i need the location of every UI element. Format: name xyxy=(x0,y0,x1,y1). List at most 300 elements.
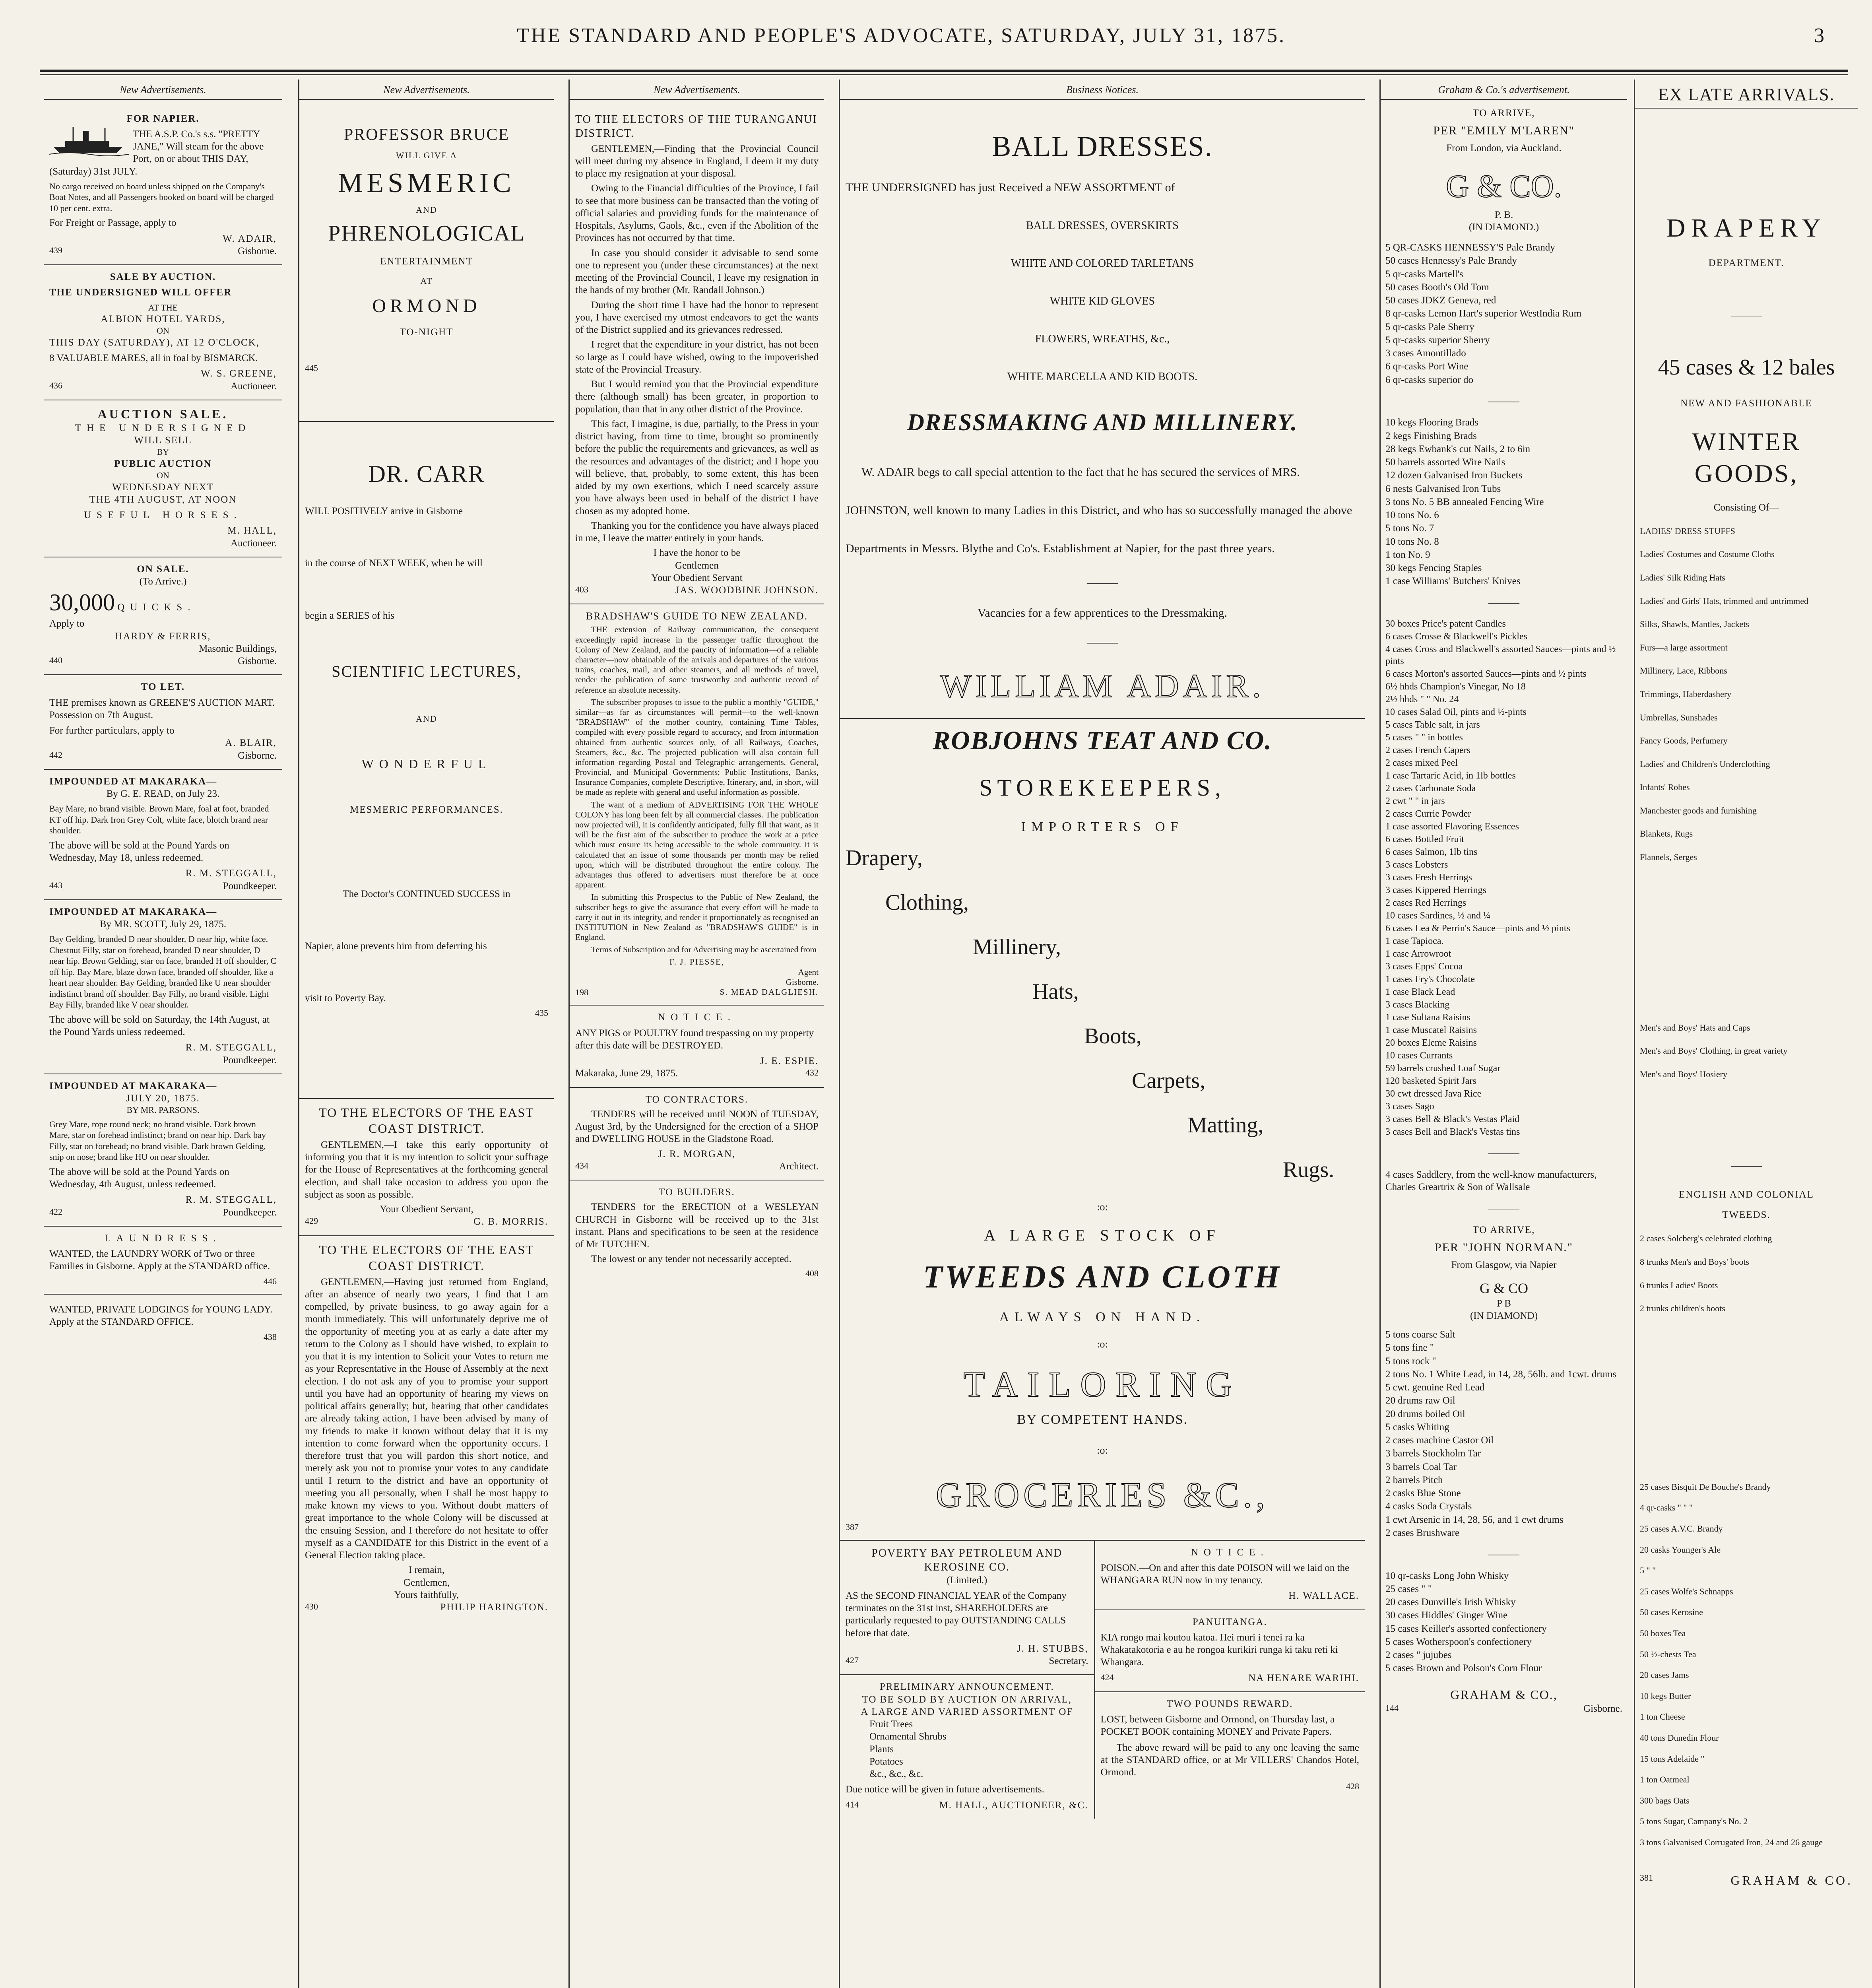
list-item: 6 cases Lea & Perrin's Sauce—pints and ½ pints xyxy=(1385,923,1570,934)
bottom-right-notices xyxy=(1095,1541,1365,1819)
ad-role: Poundkeeper. xyxy=(223,880,277,891)
list-item: 3 cases Bell and Black's Vestas tins xyxy=(1385,1127,1520,1137)
divider: ——— xyxy=(1087,577,1118,588)
ad-line: SCIENTIFIC LECTURES, xyxy=(332,662,522,680)
tweeds-heading: TWEEDS AND CLOTH xyxy=(923,1260,1282,1295)
list-item: 2 cases Solcberg's celebrated clothing xyxy=(1640,1233,1772,1244)
list-item: Ladies' Costumes and Costume Cloths xyxy=(1640,549,1775,559)
ad-signer: R. M. STEGGALL, xyxy=(185,868,277,879)
columns xyxy=(44,80,1856,1988)
list-item: WHITE AND COLORED TARLETANS xyxy=(1011,257,1194,270)
list-item: Millinery, Lace, Ribbons xyxy=(1640,666,1727,676)
ad-number: 435 xyxy=(535,1008,548,1018)
list-item: 12 dozen Galvanised Iron Buckets xyxy=(1385,470,1523,481)
list-item: 5 cases Wotherspoon's confectionery xyxy=(1385,1636,1532,1647)
saddlery-item: 4 cases Saddlery, from the well-know manufacturers, Charles Greartrix & Son of Wallsale xyxy=(1385,1169,1597,1192)
list-item: 25 cases Bisquit De Bouche's Brandy xyxy=(1640,1481,1771,1492)
ad-paragraph: In case you should consider it advisable to send some one to represent you (under these circumstances) at the next meeting of the Provincial Council, I leave my resignation in the hands of my brother (Mr. Randall Johnson.) xyxy=(575,247,819,296)
list-item: 5 tons No. 7 xyxy=(1385,523,1434,534)
ad-close: Gentlemen, xyxy=(403,1577,450,1588)
list-item: 25 cases A.V.C. Brandy xyxy=(1640,1524,1723,1534)
column-heading: Business Notices. xyxy=(840,80,1365,100)
ad-number: 387 xyxy=(846,1522,859,1532)
list-item: 3 cases Fresh Herrings xyxy=(1385,872,1472,883)
divider: ——— xyxy=(1488,596,1519,608)
poison-notice-ad xyxy=(1095,1541,1365,1610)
list-item: 1 ton No. 9 xyxy=(1385,549,1430,560)
harington-electors-ad xyxy=(299,1236,554,1621)
ad-title: IMPOUNDED AT MAKARAKA— xyxy=(49,906,217,917)
ad-number: 430 xyxy=(305,1602,318,1611)
ad-line: PHRENOLOGICAL xyxy=(328,221,525,246)
preliminary-announcement-ad xyxy=(840,1675,1094,1819)
list-item: 3 barrels Stockholm Tar xyxy=(1385,1448,1481,1459)
list-item: 6 cases Bottled Fruit xyxy=(1385,834,1464,845)
pigs-notice-ad xyxy=(570,1006,824,1087)
steamship-icon xyxy=(49,125,129,157)
list-item: 1 case Black Lead xyxy=(1385,987,1455,997)
consisting-label: Consisting Of— xyxy=(1713,502,1779,513)
list-item: 2 cases mixed Peel xyxy=(1385,758,1458,768)
ad-signer: J. E. ESPIE. xyxy=(760,1056,819,1067)
ad-close: Gentlemen xyxy=(675,560,719,571)
list-item: Umbrellas, Sunshades xyxy=(1640,712,1718,722)
list-item: 2½ hhds " " No. 24 xyxy=(1385,694,1459,705)
ad-body: THE A.S.P. Co.'s s.s. "PRETTY JANE," Will steam for the above Port, on or about THIS DAY, (Saturday) 31st JULY. xyxy=(49,128,264,177)
ad-line: AT THE xyxy=(148,302,178,313)
divider: :o: xyxy=(1097,1444,1108,1456)
list-item: 3 cases Epps' Cocoa xyxy=(1385,961,1463,972)
department-label: DEPARTMENT. xyxy=(1708,257,1785,268)
list-item: 5 tons coarse Salt xyxy=(1385,1329,1455,1340)
list-item: 50 cases Hennessy's Pale Brandy xyxy=(1385,255,1517,266)
auction-sale-ad xyxy=(44,400,282,557)
ad-paragraph: During the short time I have had the honor to represent you, I have exercised my utmost endeavors to get the wants of the District supplied and its grievances redressed. xyxy=(575,299,819,335)
header-rule xyxy=(40,70,1848,75)
ad-role: Architect. xyxy=(779,1161,819,1172)
list-item: 1 ton Cheese xyxy=(1640,1712,1685,1722)
list-item: 59 barrels crushed Loaf Sugar xyxy=(1385,1063,1501,1074)
morris-electors-ad xyxy=(299,1099,554,1236)
ad-signer: M. HALL, AUCTIONEER, &C. xyxy=(939,1800,1088,1811)
ad-by: By G. E. READ, on July 23. xyxy=(106,788,220,799)
ad-close: I have the honor to be xyxy=(653,547,741,559)
brand-diamond: (IN DIAMOND) xyxy=(1470,1310,1538,1321)
list-item: 2 cases Currie Powder xyxy=(1385,809,1471,819)
ad-line: WEDNESDAY NEXT xyxy=(112,481,214,493)
list-item: 10 cases Currants xyxy=(1385,1050,1453,1061)
ad-sub: (Limited.) xyxy=(947,1574,987,1586)
dressmaking-heading: DRESSMAKING AND MILLINERY. xyxy=(907,409,1298,435)
ad-body: TENDERS for the ERECTION of a WESLEYAN CHURCH in Gisborne will be received up to the 31st instant. Plans and specifications to be seen at the residence of Mr TUTCHEN. xyxy=(575,1202,819,1250)
ad-agent: F. J. PIESSE, xyxy=(669,957,725,967)
list-item: Blankets, Rugs xyxy=(1640,829,1693,839)
list-item: 50 barrels assorted Wire Nails xyxy=(1385,457,1505,468)
ad-signer: A. BLAIR, xyxy=(225,738,277,749)
ad-sub: (To Arrive.) xyxy=(139,576,187,587)
ad-signer: J. R. MORGAN, xyxy=(658,1148,736,1159)
ad-role: Poundkeeper. xyxy=(223,1054,277,1066)
brand-mark: G & CO xyxy=(1479,1280,1528,1296)
list-item: 50 cases JDKZ Geneva, red xyxy=(1385,295,1496,306)
ad-number: 424 xyxy=(1100,1672,1114,1682)
ad-close: Your Obedient Servant xyxy=(651,572,743,583)
list-item: Flannels, Serges xyxy=(1640,852,1697,862)
ad-title: IMPOUNDED AT MAKARAKA— xyxy=(49,1080,217,1091)
tailoring-heading: TAILORING xyxy=(963,1365,1242,1404)
impounded-ad-3 xyxy=(44,1074,282,1227)
list-item: 30 cases Hiddles' Ginger Wine xyxy=(1385,1610,1508,1621)
column-3 xyxy=(568,80,824,1988)
list-item: 4 qr-casks " " " xyxy=(1640,1503,1693,1513)
list-item: 1 case Tapioca. xyxy=(1385,936,1444,946)
ad-line: ORMOND xyxy=(372,295,481,317)
ad-title: PANUITANGA. xyxy=(1192,1616,1267,1627)
list-item: 5 cwt. genuine Red Lead xyxy=(1385,1382,1485,1393)
ad-line: THE UNDERSIGNED xyxy=(75,422,251,433)
graham-drapery-ad xyxy=(1635,212,1858,1888)
ad-line: USEFUL HORSES. xyxy=(84,510,242,520)
ad-signer: G. B. MORRIS. xyxy=(473,1216,548,1227)
lodgings-ad xyxy=(44,1295,282,1349)
ad-line: AT xyxy=(420,276,433,286)
ad-number: 414 xyxy=(846,1799,859,1809)
list-item: 4 cases Cross and Blackwell's assorted Sauces—pints and ½ pints xyxy=(1385,644,1616,666)
ad-body: Bay Gelding, branded D near shoulder, D near hip, white face. Chestnut Filly, star on forehead, branded D near shoulder, D near hip. Brown Gelding, star on face, branded H off shoulder, C off hip. Bay Mare, blaze down face, branded off shoulder, like a heart near shoulder. Bay Gelding, branded like U near shoulder indistinct brand off shoulder. Bay Filly, no brand visible. Light Bay Filly, branded like V near shoulder. xyxy=(49,934,277,1010)
ad-number: 428 xyxy=(1346,1781,1359,1792)
ad-line: &c., &c., &c. xyxy=(869,1769,923,1779)
ad-title: ON SALE. xyxy=(137,563,189,575)
ad-paragraph: The want of a medium of ADVERTISING FOR THE WHOLE COLONY has long been felt by all commercial classes. The publication now projected will, it is confidently anticipated, fully fill that want, as it will be the first aim of the subscriber to produce the work at a price which must ensure its being accessible to the whole community. It is calculated that an issue of some thousands per month may be relied upon, which will be distributed throughout the entire colony. The advantages thus offered to advertisers must therefore be at once apparent. xyxy=(575,800,819,890)
list-item: 5 qr-casks superior Sherry xyxy=(1385,334,1490,346)
ad-paragraph: But I would remind you that the Provincial expenditure there (although small) has been greater, in proportion to population, than that in any other district of the Province. xyxy=(575,379,819,415)
william-adair-signature: WILLIAM ADAIR. xyxy=(940,667,1265,705)
goods-list-oils xyxy=(1385,1328,1622,1539)
goods-list-spirits xyxy=(1385,241,1622,386)
ad-note: The above reward will be paid to any one leaving the same at the STANDARD office, or at Mr VILLERS' Chandos Hotel, Ormond. xyxy=(1100,1742,1359,1778)
list-item: 20 casks Younger's Ale xyxy=(1640,1544,1721,1555)
column-2 xyxy=(298,80,554,1988)
list-item: 6 cases Morton's assorted Sauces—pints and ½ pints xyxy=(1385,669,1587,679)
list-item: 20 boxes Eleme Raisins xyxy=(1385,1038,1477,1048)
list-item: 40 tons Dunedin Flour xyxy=(1640,1732,1719,1743)
professor-bruce-ad xyxy=(299,107,554,422)
ad-body: POISON.—On and after this date POISON will we laid on the WHANGARA RUN now in my tenancy. xyxy=(1100,1562,1350,1586)
ad-sub: STOREKEEPERS, xyxy=(979,775,1226,801)
list-item: 1 cases Fry's Chocolate xyxy=(1385,974,1475,984)
newspaper-title: THE STANDARD AND PEOPLE'S ADVOCATE, SATURDAY, JULY 31, 1875. xyxy=(517,24,1286,47)
list-item: 6 qr-casks superior do xyxy=(1385,374,1473,385)
ad-title: TO LET. xyxy=(141,681,185,693)
list-item: 2 cases Red Herrings xyxy=(1385,898,1467,908)
list-item: 50 ½-chests Tea xyxy=(1640,1649,1696,1659)
ad-title: TO BUILDERS. xyxy=(659,1187,735,1198)
list-item: 5 " " xyxy=(1640,1565,1656,1576)
impounded-ad-2 xyxy=(44,900,282,1074)
ad-body: TENDERS will be received until NOON of TUESDAY, August 3rd, by the Undersigned for the erection of a SHOP and DWELLING HOUSE in the Gladstone Road. xyxy=(575,1109,819,1145)
ad-line: Potatoes xyxy=(869,1756,903,1767)
robjohns-teat-ad xyxy=(840,719,1365,1541)
list-item: 8 qr-casks Lemon Hart's superior WestIndia Rum xyxy=(1385,308,1582,319)
brand-diamond: (IN DIAMOND.) xyxy=(1469,221,1539,233)
ad-body: THE premises known as GREENE'S AUCTION MART. Possession on 7th August. xyxy=(49,697,275,720)
ad-title: NOTICE. xyxy=(658,1012,736,1023)
ad-signer: PHILIP HARINGTON. xyxy=(440,1602,548,1613)
ad-close: Yours faithfully, xyxy=(394,1589,459,1600)
ship-origin: From Glasgow, via Napier xyxy=(1451,1260,1557,1271)
list-item: 6 cases Crosse & Blackwell's Pickles xyxy=(1385,631,1527,642)
goods-list-whisky xyxy=(1385,1570,1622,1675)
ad-number: 446 xyxy=(264,1276,277,1286)
list-item: WHITE MARCELLA AND KID BOOTS. xyxy=(1007,371,1198,383)
reward-ad xyxy=(1095,1692,1365,1799)
list-item: 5 tons rock " xyxy=(1385,1355,1436,1367)
ad-line: visit to Poverty Bay. xyxy=(305,993,386,1004)
goods-list-hardware xyxy=(1385,416,1622,587)
brand-mark: G & CO. xyxy=(1446,169,1562,204)
ad-number: 439 xyxy=(49,245,62,255)
ad-note: The lowest or any tender not necessarily accepted. xyxy=(591,1254,791,1265)
list-item: 30 cwt dressed Java Rice xyxy=(1385,1089,1482,1099)
ad-line: ALBION HOTEL YARDS, xyxy=(101,314,225,324)
goods-list xyxy=(846,219,1359,384)
ad-signer: R. M. STEGGALL, xyxy=(185,1194,277,1206)
ad-paragraph: This fact, I imagine, is due, partially, to the Press in your district having, from time to time, brought so prominently before the public the requirements and grievances, as well as the resources and advantages of the district; and I hope you will believe, that, probably, to some extent, this has been aided by my own exertions, which I need scarcely assure you have always been used in behalf of the district I have chosen as my adopted home. xyxy=(575,418,819,516)
goods-list-mens xyxy=(1640,1022,1853,1080)
ad-body: GENTLEMEN,—Having just returned from England, after an absence of nearly two years, I find that I am compelled, by private business, to go away again for a month immediately. This will unfortunately deprive me of the opportunity of meeting you at as early a date after my return to the Colony as I should have wished, to explain to you that it is my intention to Solicit your Votes to return me as your Representative in the House of Assembly at the next election. I do not ask any of you to promise your support until you have had an opportunity of hearing my views on political affairs generally; but, hearing that other candidates are already taking action, I have been advised by many of my friends to make it known without delay that it is my intention to come forward when the opportunity occurs. I therefore trust that you will pardon this short notice, and merely ask you not to promise your votes to any candidate until I return to the district and have an opportunity of meeting you all personally, when I shall be most happy to make known my views to you. Without doubt matters of great importance to the whole Colony will be discussed at the ensuing Session, and I therefore do not hesitate to offer myself as a CANDIDATE for this District in the event of a General Election taking place. xyxy=(305,1276,548,1561)
ad-line: PUBLIC AUCTION xyxy=(114,458,212,469)
ad-line: A LARGE AND VARIED ASSORTMENT OF xyxy=(861,1706,1073,1717)
ad-apply: For Freight or Passage, apply to xyxy=(49,217,177,229)
ad-signer: S. MEAD DALGLIESH. xyxy=(720,987,819,997)
ad-address: Masonic Buildings, xyxy=(199,643,277,654)
column-6 xyxy=(1634,80,1858,1988)
brand-pb: P B xyxy=(1497,1298,1511,1309)
ad-line: 8 VALUABLE MARES, all in foal by BISMARCK. xyxy=(49,353,258,363)
ad-importers: IMPORTERS OF xyxy=(1021,819,1184,834)
ad-paragraph: THE extension of Railway communication, the consequent exceedingly rapid increase in the passenger traffic throughout the Colony of New Zealand, and the paucity of information—of a reliable character—now obtainable of the arrivals and departures of the various trains, coaches, mail, and other steamers, and all methods of travel, render the publication of some trustworthy and authentic record of reference an absolute necessity. xyxy=(575,625,819,695)
groceries-heading: GROCERIES &C., xyxy=(936,1475,1269,1515)
laundress-ad xyxy=(44,1227,282,1295)
list-item: Millinery, xyxy=(973,934,1061,959)
list-item: 300 bags Oats xyxy=(1640,1795,1690,1806)
list-item: 10 kegs Butter xyxy=(1640,1691,1691,1701)
list-item: 5 tons fine " xyxy=(1385,1342,1434,1353)
list-item: 3 barrels Coal Tar xyxy=(1385,1461,1457,1472)
ad-line: BY xyxy=(157,447,169,457)
ad-paragraph: The subscriber proposes to issue to the public a monthly "GUIDE," similar—as far as circumstances will permit—to the well-known "BRADSHAW" of the mother country, containing Time Tables, compiled with every possible regard to accuracy, and from information obtained from authentic sources only, of all Railways, Coaches, Steamers, &c., &c. The projected publication will also contain full information regarding Postal and Telegraphic arrangements, General, Provincial, and Municipal Governments; Public Institutions, Banks, Insurance Companies, complete Descriptive, Itinerary, and, in short, will be made as replete with general and useful information as possible. xyxy=(575,697,819,797)
column-5 xyxy=(1379,80,1627,1988)
ad-signer: NA HENARE WARIHI. xyxy=(1248,1672,1359,1683)
ball-dresses-ad xyxy=(840,107,1365,719)
ad-number: 381 xyxy=(1640,1872,1653,1883)
ad-signer: GRAHAM & CO., xyxy=(1450,1687,1558,1702)
list-item: 20 drums raw Oil xyxy=(1385,1395,1455,1406)
ad-number: 442 xyxy=(49,749,62,760)
ad-title: TWO POUNDS REWARD. xyxy=(1167,1698,1293,1709)
list-item: 3 cases Amontillado xyxy=(1385,348,1466,359)
ad-title: ROBJOHNS TEAT AND CO. xyxy=(933,726,1272,755)
list-item: 1 cwt Arsenic in 14, 28, 56, and 1 cwt drums xyxy=(1385,1514,1564,1525)
list-item: 1 case Williams' Butchers' Knives xyxy=(1385,576,1521,587)
ad-line: THIS DAY (SATURDAY), AT 12 O'CLOCK, xyxy=(49,337,260,348)
list-item: FLOWERS, WREATHS, &c., xyxy=(1035,333,1170,345)
list-item: Men's and Boys' Hats and Caps xyxy=(1640,1022,1750,1033)
ad-place: Gisborne. xyxy=(1583,1703,1622,1714)
list-item: Ladies' and Children's Underclothing xyxy=(1640,759,1770,769)
ad-line: WILL GIVE A xyxy=(396,150,458,160)
ship-origin: From London, via Auckland. xyxy=(1446,143,1562,154)
list-item: 1 case assorted Flavoring Essences xyxy=(1385,821,1519,832)
ad-note: The above will be sold on Saturday, the 14th August, at the Pound Yards unless redeemed. xyxy=(49,1014,270,1037)
ad-note: The above will be sold at the Pound Yards on Wednesday, 4th August, unless redeemed. xyxy=(49,1166,229,1190)
ad-agent-role: Agent xyxy=(798,967,819,977)
ad-title: TO CONTRACTORS. xyxy=(645,1094,749,1105)
ad-title: AUCTION SALE. xyxy=(97,406,229,421)
ad-paragraph: Owing to the Financial difficulties of the Province, I fail to see that more business can be transacted than the voting of official salaries and providing funds for the maintenance of Hospitals, Asylums, Gaols, &c., even if the Abolition of the Provinces has not occurred by that time. xyxy=(575,183,819,244)
ad-body: AS the SECOND FINANCIAL YEAR of the Company terminates on the 31st inst, SHAREHOLDERS are particularly requested to pay OUTSTANDING CALLS before that date. xyxy=(846,1590,1067,1639)
ad-note: Due notice will be given in future advertisements. xyxy=(846,1784,1044,1795)
ad-title: TO THE ELECTORS OF THE EAST COAST DISTRICT. xyxy=(319,1105,534,1136)
ad-note: The above will be sold at the Pound Yards on Wednesday, May 18, unless redeemed. xyxy=(49,840,229,863)
list-item: 8 trunks Men's and Boys' boots xyxy=(1640,1257,1749,1267)
ad-number: 403 xyxy=(575,584,588,594)
list-item: WHITE KID GLOVES xyxy=(1049,295,1155,307)
ad-line: THE UNDERSIGNED WILL OFFER xyxy=(49,287,232,298)
list-item: 1 case Sultana Raisins xyxy=(1385,1012,1470,1023)
ad-further: For further particulars, apply to xyxy=(49,725,175,736)
list-item: 3 tons No. 5 BB annealed Fencing Wire xyxy=(1385,496,1544,507)
ad-line: The Doctor's CONTINUED SUCCESS in xyxy=(343,888,510,899)
tweeds-label: TWEEDS. xyxy=(1722,1209,1771,1221)
ad-title: PRELIMINARY ANNOUNCEMENT. xyxy=(879,1681,1054,1693)
ad-firm: HARDY & FERRIS, xyxy=(115,631,211,642)
divider: ——— xyxy=(1488,1548,1519,1560)
ad-line: in the course of NEXT WEEK, when he will xyxy=(305,558,483,569)
ad-line: AND xyxy=(416,205,437,215)
ad-signer: H. WALLACE. xyxy=(1288,1590,1359,1602)
list-item: Matting, xyxy=(1187,1112,1264,1138)
ad-line: ON xyxy=(157,470,169,480)
ad-number: 408 xyxy=(805,1268,819,1278)
list-item: 2 cwt " " in jars xyxy=(1385,796,1445,806)
list-item: Hats, xyxy=(1032,979,1079,1004)
list-item: 4 casks Soda Crystals xyxy=(1385,1501,1472,1512)
list-item: 3 tons Galvanised Corrugated Iron, 24 and 26 gauge xyxy=(1640,1837,1823,1847)
winter-goods-heading: WINTER GOODS, xyxy=(1692,427,1801,487)
ad-body: WANTED, the LAUNDRY WORK of Two or three Families in Gisborne. Apply at the STANDARD office. xyxy=(49,1248,270,1272)
panuitanga-ad xyxy=(1095,1610,1365,1692)
ad-paragraph: In submitting this Prospectus to the Public of New Zealand, the subscriber begs to give the assurance that every effort will be made to carry it out in its integrity, and render it proportionately as recognised an INSTITUTION in New Zealand as "BRADSHAW'S GUIDE" is in England. xyxy=(575,892,819,942)
list-item: 10 cases Sardines, ½ and ¼ xyxy=(1385,911,1490,921)
list-item: 50 boxes Tea xyxy=(1640,1628,1686,1638)
list-item: 5 cases Brown and Polson's Corn Flour xyxy=(1385,1663,1542,1674)
list-item: 15 tons Adelaide " xyxy=(1640,1753,1705,1764)
to-arrive-label: TO ARRIVE, xyxy=(1472,1224,1535,1235)
ad-line: MESMERIC xyxy=(338,167,515,198)
ad-vacancy: Vacancies for a few apprentices to the Dressmaking. xyxy=(977,606,1228,619)
list-item: Ladies' and Girls' Hats, trimmed and untrimmed xyxy=(1640,596,1809,606)
ad-role: Poundkeeper. xyxy=(223,1207,277,1218)
impounded-ad-1 xyxy=(44,770,282,900)
divider: ——— xyxy=(1488,1202,1519,1214)
column-heading: New Advertisements. xyxy=(570,80,824,100)
ship-name: PER "EMILY M'LAREN" xyxy=(1433,124,1575,137)
ad-line: Fruit Trees xyxy=(869,1719,913,1730)
ad-line: THE 4TH AUGUST, AT NOON xyxy=(89,494,237,505)
ad-title: NOTICE. xyxy=(1191,1547,1269,1558)
list-item: 2 kegs Finishing Brads xyxy=(1385,430,1477,441)
ad-always: ALWAYS ON HAND. xyxy=(999,1310,1206,1324)
ad-number: 198 xyxy=(575,987,588,997)
list-item: 2 cases Brushware xyxy=(1385,1527,1460,1538)
napier-shipping-ad xyxy=(44,107,282,266)
ad-by: By MR. SCOTT, July 29, 1875. xyxy=(99,919,227,930)
ad-intro: THE UNDERSIGNED has just Received a NEW ASSORTMENT of xyxy=(846,181,1175,194)
ad-number: 443 xyxy=(49,880,62,890)
list-item: Rugs. xyxy=(1283,1157,1335,1182)
list-item: 3 cases Bell & Black's Vestas Plaid xyxy=(1385,1114,1520,1124)
list-item: Furs—a large assortment xyxy=(1640,642,1728,652)
ad-number: 440 xyxy=(49,655,62,665)
ad-line: Napier, alone prevents him from deferring his xyxy=(305,940,487,951)
list-item: 2 cases " jujubes xyxy=(1385,1650,1452,1660)
ad-title: BRADSHAW'S GUIDE TO NEW ZEALAND. xyxy=(586,610,808,622)
list-item: 20 drums boiled Oil xyxy=(1385,1408,1465,1419)
ad-date: JULY 20, 1875. xyxy=(126,1093,200,1104)
ad-paragraph: I regret that the expenditure in your district, has not been so large as I could have wished, owing to the impoverished state of the Provincial Treasury. xyxy=(575,339,819,375)
list-item: 50 cases Kerosine xyxy=(1640,1607,1703,1617)
petroleum-co-ad xyxy=(840,1541,1094,1675)
ad-big-number: 30,000 xyxy=(49,589,115,616)
cases-heading: 45 cases & 12 bales xyxy=(1658,355,1835,380)
page-number: 3 xyxy=(1814,24,1824,47)
list-item: 30 kegs Fencing Staples xyxy=(1385,563,1482,573)
ad-body: LOST, between Gisborne and Ormond, on Thursday last, a POCKET BOOK containing MONEY and Private Papers. xyxy=(1100,1714,1335,1738)
list-item: 5 qr-casks Martell's xyxy=(1385,268,1463,280)
ad-body: Grey Mare, rope round neck; no brand visible. Dark brown Mare, star on forehead indistinct; brand on near hip. Dark bay Filly, star on forehead; no brand visible. Dark brown Gelding, snip on nose; brand like HU on near shoulder. xyxy=(49,1119,266,1162)
list-item: 5 cases Table salt, in jars xyxy=(1385,720,1480,730)
list-item: 2 casks Blue Stone xyxy=(1385,1488,1461,1499)
column-4 xyxy=(839,80,1365,1988)
ad-title: POVERTY BAY PETROLEUM AND KEROSINE CO. xyxy=(871,1547,1063,1573)
bottom-notices xyxy=(840,1541,1365,1819)
brand-pb: P. B. xyxy=(1494,209,1513,220)
ad-number: 144 xyxy=(1385,1703,1399,1713)
johnson-electors-ad xyxy=(570,107,824,605)
ad-line: MESMERIC PERFORMANCES. xyxy=(350,804,503,815)
ad-place: Gisborne. xyxy=(238,656,277,666)
ad-line: Plants xyxy=(869,1743,894,1755)
list-item: 50 cases Booth's Old Tom xyxy=(1385,282,1489,293)
bradshaw-guide-ad xyxy=(570,604,824,1006)
ad-line: TO BE SOLD BY AUCTION ON ARRIVAL, xyxy=(862,1694,1072,1705)
ad-number: 438 xyxy=(264,1332,277,1342)
column-heading: EX LATE ARRIVALS. xyxy=(1635,80,1858,109)
column-heading: Graham & Co.'s advertisement. xyxy=(1381,80,1627,100)
list-item: 5 cases " " in bottles xyxy=(1385,732,1463,743)
ad-body: W. ADAIR begs to call special attention to the fact that he has secured the services of MRS. JOHNSTON, well known to many Ladies in this District, and who has so successfully managed the above Departments in Messrs. Blythe and Co's. Establishment at Napier, for the past three years. xyxy=(846,466,1352,555)
divider: ——— xyxy=(1731,309,1762,321)
sale-by-auction-ad xyxy=(44,265,282,400)
ad-title: FOR NAPIER. xyxy=(126,113,200,124)
list-item: 20 cases Jams xyxy=(1640,1670,1689,1680)
ad-role: Auctioneer. xyxy=(231,538,277,549)
ad-line: AND xyxy=(416,713,437,724)
ad-paragraph: Thanking you for the confidence you have always placed in me, I leave the matter entirely in your hands. xyxy=(575,520,819,544)
ship-name: PER "JOHN NORMAN." xyxy=(1434,1241,1573,1254)
list-item: 1 case Muscatel Raisins xyxy=(1385,1025,1477,1035)
